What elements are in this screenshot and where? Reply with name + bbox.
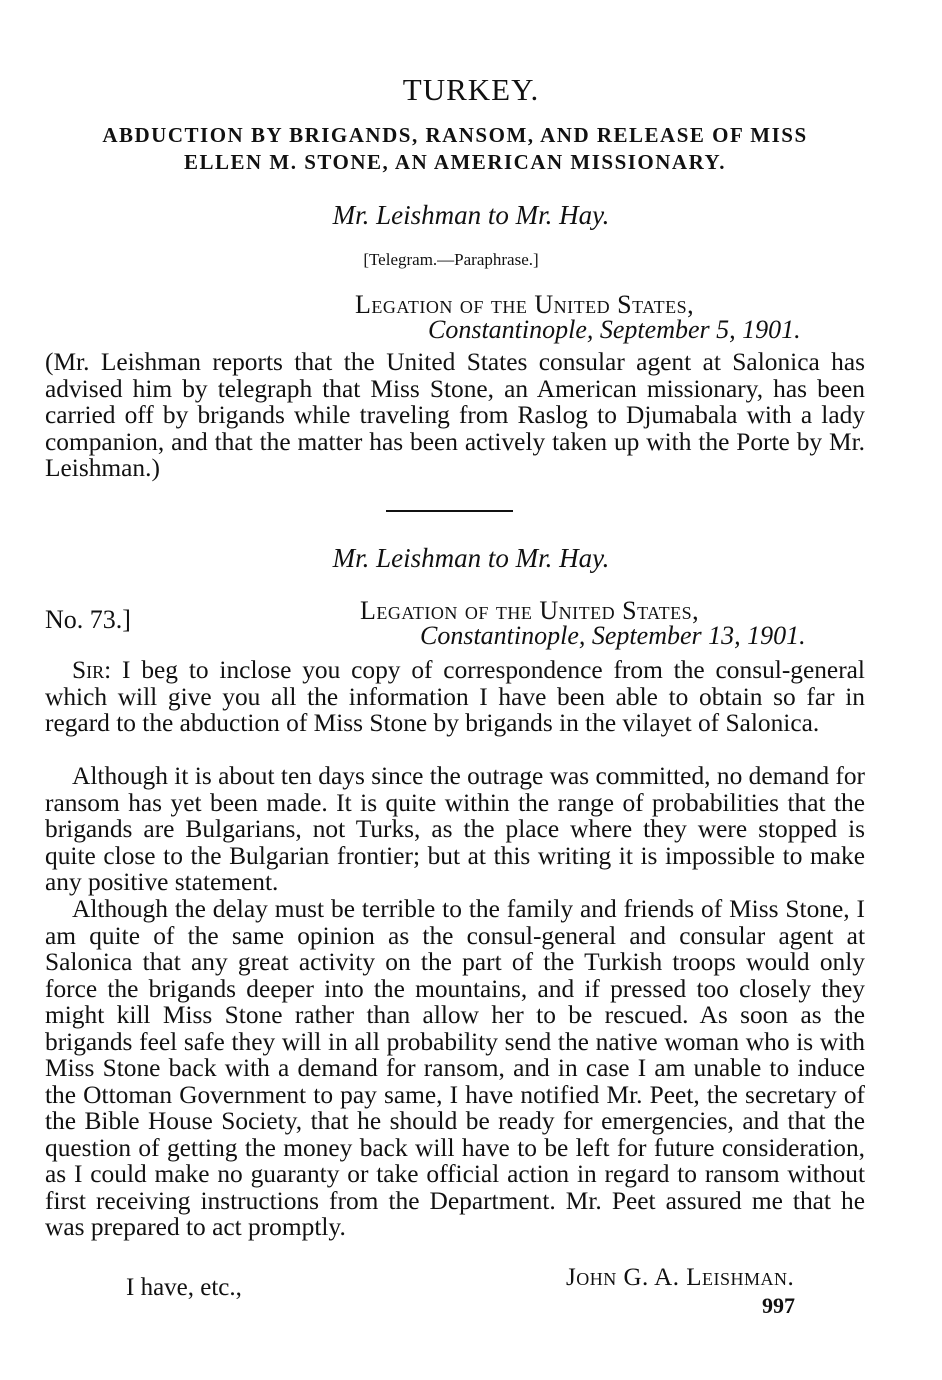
- signature: John G. A. Leishman.: [566, 1264, 795, 1291]
- subject-heading: [40, 122, 870, 176]
- country-title: TURKEY.: [402, 72, 540, 107]
- doc2-paragraph-3: Although the delay must be terrible to the family and friends of Miss Stone, I am quite of the same opinion as the consul-general and consular agent at Salonica that any great activity on the part of the Turkish troops would only force the brigands deeper into the mountains, and if pressed too closely they might kill Miss Stone rather than allow her to be rescued. As soon as the brigands feel safe they will in all probability send the native woman who is with Miss Stone back with a demand for ransom, and in case I am unable to induce the Ottoman Government to pay same, I have notified Mr. Peet, the secretary of the Bible House Society, that he should be ready for emergencies, and that the question of getting the money back will have to be left for future consideration, as I could make no guaranty or take official action in regard to ransom without first receiving instructions from the Department. Mr. Peet assured me that he was prepared to act promptly.: [45, 895, 865, 1241]
- doc2-number: No. 73.]: [45, 605, 131, 634]
- subject-line-2: ELLEN M. STONE, AN AMERICAN MISSIONARY.: [183, 150, 727, 174]
- paragraph-1-text: I beg to inclose you copy of correspondence from the consul-general which will give you all the information I have been able to obtain so far in regard to the abduction of Miss Stone by brigands in the vilayet of Salonica.: [45, 656, 865, 737]
- doc2-paragraph-2: Although it is about ten days since the outrage was committed, no demand for ransom has yet been made. It is quite within the range of probabilities that the brigands are Bulgarians, not Turks, as the place where they were stopped is quite close to the Bulgarian frontier; but at this writing it is impossible to make any positive statement.: [45, 762, 865, 896]
- doc1-body: (Mr. Leishman reports that the United States consular agent at Salonica has advised him by telegraph that Miss Stone, an American missionary, has been carried off by brigands while traveling from Raslog to Djumabala with a lady companion, and that the matter has been actively taken up with the Porte by Mr. Leishman.): [45, 348, 865, 482]
- salutation: Sir:: [72, 656, 112, 684]
- closing: I have, etc.,: [126, 1274, 242, 1301]
- doc2-heading: Mr. Leishman to Mr. Hay.: [332, 543, 610, 573]
- doc1-dateline: Constantinople, September 5, 1901.: [428, 315, 801, 344]
- doc2-dateline: Constantinople, September 13, 1901.: [420, 621, 806, 650]
- doc1-place: Legation of the United States,: [355, 290, 695, 319]
- page-number: 997: [762, 1293, 795, 1318]
- doc2-place: Legation of the United States,: [360, 596, 700, 625]
- section-divider: [386, 510, 513, 512]
- subject-line-1: ABDUCTION BY BRIGANDS, RANSOM, AND RELEASE OF MISS: [102, 123, 808, 147]
- doc1-note: [Telegram.—Paraphrase.]: [363, 250, 539, 269]
- doc1-heading: Mr. Leishman to Mr. Hay.: [332, 200, 610, 230]
- doc2-paragraph-1: [45, 657, 865, 737]
